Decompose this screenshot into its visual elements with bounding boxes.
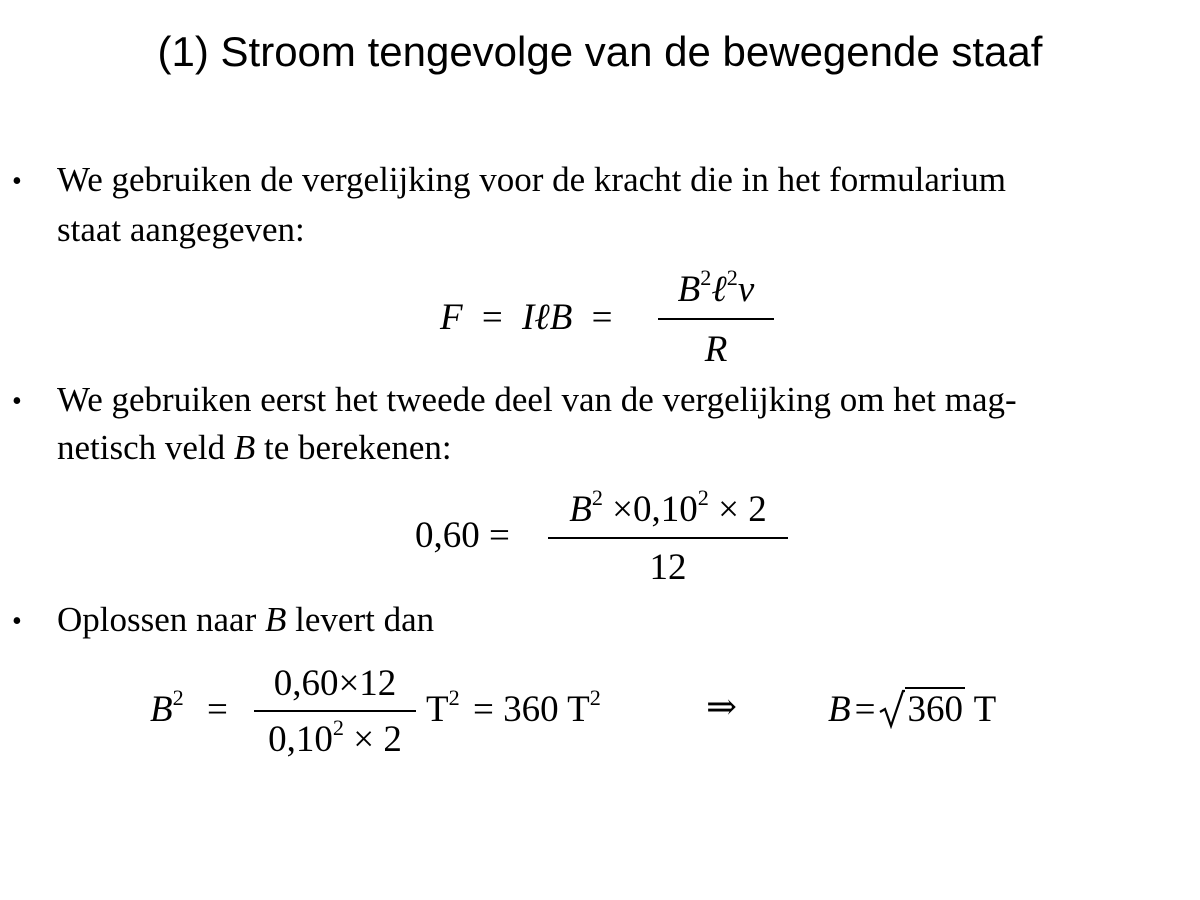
eq1-fraction-bar	[658, 318, 774, 320]
eq1-denominator: R	[704, 329, 728, 370]
eq3-denominator: $0,10^2 \times 2$	[268, 715, 402, 760]
sqrt-sign	[879, 689, 905, 729]
bullet-2-line-1: We gebruiken eerst het tweede deel van de vergelijking om het mag-	[57, 380, 1017, 419]
bullet-2-line-2: netisch veld B te berekenen:	[57, 428, 452, 467]
eq1-numerator: $B^2\ell^2v$	[677, 265, 755, 310]
implies-arrow: ⇒	[706, 687, 738, 728]
sqrt-radicand: 360	[907, 689, 963, 730]
eq2-lhs: 0,60 =	[415, 515, 510, 556]
eq3-numerator: 0,60×12	[273, 663, 397, 704]
bullet-marker: •	[12, 386, 22, 417]
eq3-equals: =	[206, 689, 228, 730]
eq1-B: B	[549, 297, 573, 338]
eq2-fraction-bar	[548, 537, 788, 539]
bullet-3-line-1: Oplossen naar B levert dan	[57, 600, 435, 639]
bullet-1-line-2: staat aangegeven:	[57, 210, 305, 249]
eq3-result: $T^2 = 360$ $T^2$	[426, 685, 601, 730]
eq3-lhs: $B^2$ =	[150, 685, 228, 730]
eq1-lhs	[440, 296, 622, 340]
eq2-denominator: 12	[649, 547, 687, 588]
bullet-marker: •	[12, 166, 22, 197]
eq1-equals-1: =	[481, 297, 503, 338]
eq3-fraction-bar	[254, 710, 416, 712]
eq1-F: F	[440, 297, 463, 338]
bullet-marker: •	[12, 606, 22, 637]
eq3-rhs: B = 360 T	[828, 689, 997, 730]
bullet-1-line-1: We gebruiken de vergelijking voor de kracht die in het formularium	[57, 160, 1007, 199]
eq2-numerator: $B^2 \times 0,10^2 \times 2$	[569, 485, 767, 530]
eq1-I: I	[521, 297, 535, 338]
eq1-equals-2: =	[591, 297, 613, 338]
sqrt-expression	[879, 688, 965, 732]
slide-title: (1) Stroom tengevolge van de bewegende staaf	[157, 28, 1043, 75]
eq1-ell: ℓ	[534, 297, 550, 338]
